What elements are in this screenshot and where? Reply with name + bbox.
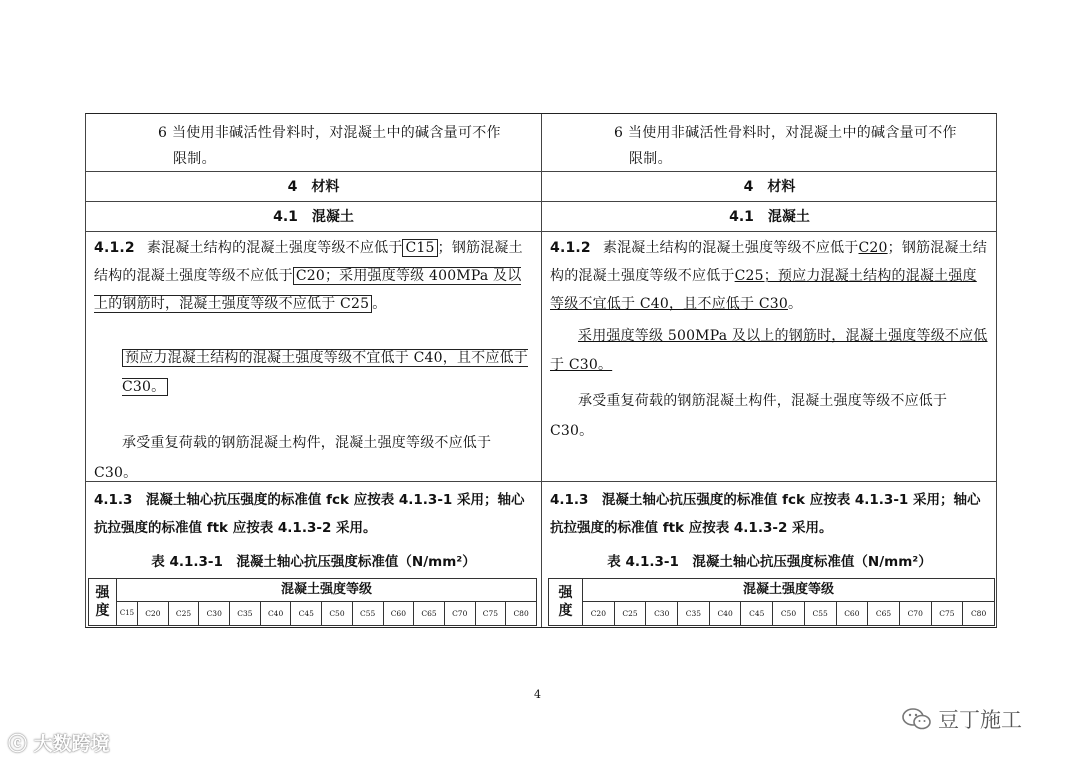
grade-cell-c35: C35: [678, 601, 710, 625]
grade-cell-c30: C30: [646, 601, 678, 625]
grade-cell-c60: C60: [384, 601, 415, 625]
clause-number: 4.1.2: [550, 240, 591, 256]
table-group-header: 混凝土强度等级: [117, 579, 536, 602]
grade-cell-c20: C20: [138, 601, 169, 625]
clause-413-text: 4.1.3 混凝土轴心抗压强度的标准值 fck 应按表 4.1.3-1 采用；轴心抗拉强度的标准值 ftk 应按表 4.1.3-2 采用。: [550, 492, 981, 536]
grade-cell-c55: C55: [353, 601, 384, 625]
strength-grade-table: [88, 578, 537, 626]
grade-cell-c80: C80: [513, 608, 529, 618]
grade-cell-c65: C65: [868, 601, 900, 625]
grade-cell-c50: C50: [773, 601, 805, 625]
clause-412-p3: 承受重复荷载的钢筋混凝土构件，混凝土强度等级不应低于 C30。: [550, 393, 948, 439]
intro-row: [542, 114, 997, 172]
grade-cell-c45: C45: [741, 601, 773, 625]
watermark-text: 豆丁施工: [938, 708, 1022, 732]
text: 度: [558, 603, 573, 619]
watermark-right: [902, 704, 1022, 734]
clause-412-p2: [550, 322, 990, 380]
grade-headers: [583, 601, 994, 625]
grade-cell-c70: C70: [900, 601, 932, 625]
grade-cell-c50: C50: [322, 601, 353, 625]
chapter-row: [86, 172, 541, 202]
grade-cell-c25: C25: [615, 601, 647, 625]
grade-cell-c60: C60: [837, 601, 869, 625]
table-group-header: 混凝土强度等级: [583, 579, 994, 602]
section-heading: 4.1 混凝土: [273, 209, 354, 225]
boxed-change: 预应力混凝土结构的混凝土强度等级不宜低于 C40，且不应低于 C30。: [122, 350, 528, 395]
chapter-heading: 4 材料: [743, 179, 796, 195]
chapter-heading: 4 材料: [287, 179, 340, 195]
table-row-label: 强 度: [89, 579, 117, 625]
grade-cell-c75: C75: [932, 601, 964, 625]
right-column: [541, 114, 997, 627]
text: ；钢筋混凝土结构的混凝土强度等级不应低于: [94, 240, 523, 284]
grade-headers: [117, 601, 536, 625]
clause-number: 4.1.2: [94, 240, 135, 256]
text: 。: [372, 296, 387, 312]
grade-cell-c30: C30: [199, 601, 230, 625]
grade-cell-c75: C75: [476, 601, 507, 625]
left-column: [86, 114, 541, 627]
text: 素混凝土结构的混凝土强度等级不应低于: [146, 240, 403, 256]
boxed-change: C20；采用强度等级 400MPa 及以上的钢筋时，混凝土强度等级不应低于 C25: [94, 268, 522, 312]
text: ；钢筋混凝土结构的混凝土强度等级不应低于: [550, 240, 988, 284]
grade-cell-c20: C20: [583, 601, 615, 625]
intro-line: 限制。: [173, 151, 216, 167]
page-number: 4: [534, 688, 541, 701]
grade-cell-c70: C70: [445, 601, 476, 625]
grade-cell-c80: C80: [970, 608, 987, 618]
strength-grade-table: [548, 578, 995, 626]
section-row: [542, 202, 997, 232]
intro-text: [158, 120, 528, 172]
intro-row: [86, 114, 541, 172]
boxed-change: C15: [402, 239, 437, 257]
clause-412-row: [86, 232, 541, 481]
text: 素混凝土结构的混凝土强度等级不应低于: [602, 240, 859, 256]
text: 度: [95, 603, 110, 619]
grade-cell-c40: C40: [710, 601, 742, 625]
grade-cell-c65: C65: [414, 601, 445, 625]
watermark-left: [8, 729, 110, 756]
grade-cell-c15: C15: [117, 601, 138, 625]
clause-413-row: [86, 481, 541, 627]
comparison-table: [85, 113, 997, 628]
grade-cell-c55: C55: [805, 601, 837, 625]
clause-412-row: [542, 232, 997, 481]
clause-412-p1: [94, 234, 534, 318]
section-heading: 4.1 混凝土: [729, 209, 810, 225]
clause-413-row: [542, 481, 997, 627]
underlined-change: C20: [858, 240, 888, 256]
intro-text: [614, 120, 984, 172]
clause-413-text: 4.1.3 混凝土轴心抗压强度的标准值 fck 应按表 4.1.3-1 采用；轴心抗拉强度的标准值 ftk 应按表 4.1.3-2 采用。: [94, 492, 525, 536]
table-title: 表 4.1.3-1 混凝土轴心抗压强度标准值（N/mm²）: [607, 554, 932, 570]
clause-412-p3: 承受重复荷载的钢筋混凝土构件，混凝土强度等级不应低于 C30。: [94, 435, 492, 481]
clause-412-p1: [550, 234, 990, 318]
underlined-change: 采用强度等级 500MPa 及以上的钢筋时，混凝土强度等级不应低于 C30。: [550, 328, 988, 373]
clause-412-p2: [94, 344, 534, 402]
grade-cell-c40: C40: [261, 601, 292, 625]
section-row: [86, 202, 541, 232]
table-row-label: [549, 579, 583, 625]
logo-icon: ⓒ: [8, 733, 28, 755]
watermark-text: 大数跨境: [33, 733, 110, 755]
intro-line: 限制。: [629, 151, 672, 167]
text: 强: [558, 585, 573, 601]
chapter-row: [542, 172, 997, 202]
grade-cell-c35: C35: [230, 601, 261, 625]
intro-line: 6 当使用非碱活性骨料时，对混凝土中的碱含量可不作: [614, 125, 957, 141]
grade-cell-c25: C25: [169, 601, 200, 625]
intro-line: 6 当使用非碱活性骨料时，对混凝土中的碱含量可不作: [158, 125, 501, 141]
grade-cell-c45: C45: [291, 601, 322, 625]
underlined-change: C25；预应力混凝土结构的混凝土强度等级不宜低于 C40，且不应低于 C30: [550, 268, 977, 312]
wechat-icon: [902, 707, 932, 731]
table-title: 表 4.1.3-1 混凝土轴心抗压强度标准值（N/mm²）: [151, 554, 476, 570]
text: 。: [787, 296, 803, 312]
